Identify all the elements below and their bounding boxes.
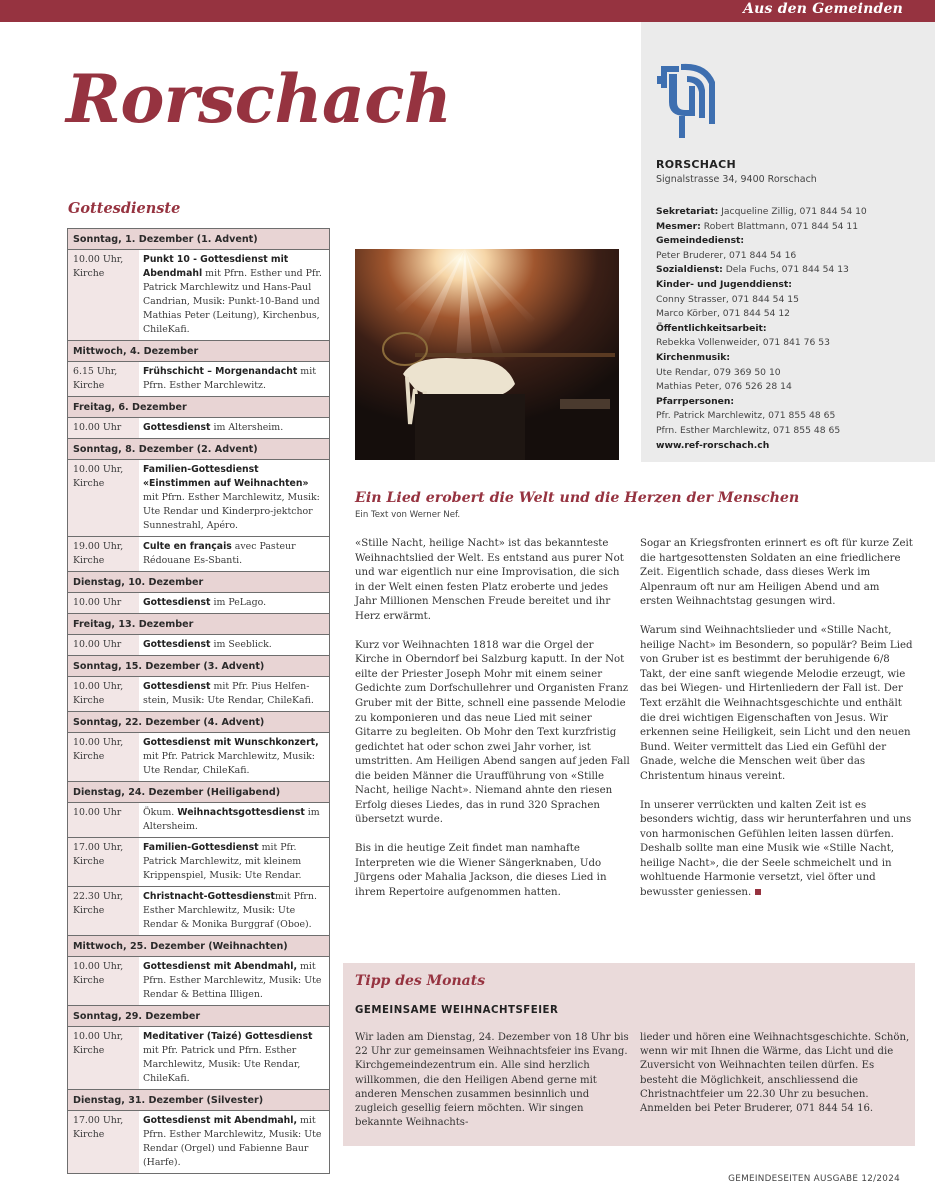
contact-value: Dela Fuchs, 071 844 54 13: [722, 264, 849, 276]
contact-label: Kirchenmusik:: [656, 351, 731, 363]
event-title: Gottesdienst mit Abendmahl,: [143, 961, 298, 972]
page-title: Rorschach: [66, 60, 452, 138]
contact-label: Mesmer:: [656, 220, 701, 232]
article-paragraph: Kurz vor Weihnachten 1818 war die Orgel der Kirche in Oberndorf bei Salzburg kaputt. In der Not eilte der Priester Joseph Mohr mit einem seiner Gedichte zum Dorfschullehrer und Organisten Franz Gruber mit der Bitte, schnell eine passende Melodie zu komponieren und das neue Lied mit seiner Gitarre zu begleiten. Ob Mohr den Text kurzfristig gedichtet hat oder schon zwei Jahr vorher, ist umstritten. Am Heiligen Abend sangen auf jeden Fall die beiden Männer die Uraufführung von «Stille Nacht, heilige Nacht». Niemand ahnte den riesen Erfolg dieses Liedes, das in rund 320 Sprachen übersetzt wurde.: [355, 639, 630, 826]
event-description: [139, 838, 329, 886]
contact-line: [656, 336, 867, 351]
event-description: [139, 1027, 329, 1089]
contact-line: [656, 220, 867, 235]
contact-label: Gemeindedienst:: [656, 235, 745, 247]
event-title: Familien-Gottesdienst: [143, 842, 259, 853]
event-time: 19.00 Uhr, Kirche: [68, 537, 139, 571]
contact-line: [656, 351, 867, 366]
day-header: Sonntag, 22. Dezember (4. Advent): [68, 712, 329, 733]
event-title: Gottesdienst mit Abendmahl,: [143, 1115, 298, 1126]
contact-line: [656, 322, 867, 337]
event-description: [139, 635, 329, 655]
event-title: Culte en français: [143, 541, 232, 552]
day-header: Mittwoch, 4. Dezember: [68, 341, 329, 362]
event-details: mit Pfrn. Esther Marchlewitz, Musik: Ute Rendar & Bettina Illigen.: [143, 961, 322, 1000]
contact-line: [656, 205, 867, 220]
day-header: Sonntag, 8. Dezember (2. Advent): [68, 439, 329, 460]
tipp-text-left: Wir laden am Dienstag, 24. Dezember von 18 Uhr bis 22 Uhr zur gemeinsamen Weihnachtsfeier ins Evang. Kirchgemeindezentrum ein. Alle sind herzlich willkommen, die den Heiligen Abend gerne mit anderen Menschen zusammen besinnlich und zugleich gesellig feiern möchten. Wir singen bekannte Weihnachts-: [355, 1032, 629, 1129]
event-row: [68, 1111, 329, 1173]
tipp-text-right: [640, 1031, 915, 1116]
event-title: Familien-Gottesdienst «Einstimmen auf Weihnachten»: [143, 464, 309, 489]
contact-infobox: [641, 22, 935, 462]
event-description: [139, 803, 329, 837]
day-header: Dienstag, 24. Dezember (Heiligabend): [68, 782, 329, 803]
event-details: mit Pfrn. Esther Marchlewitz, Musik: Ute Rendar (Orgel) und Fabienne Baur (Harfe).: [143, 1115, 322, 1168]
day-header: Sonntag, 29. Dezember: [68, 1006, 329, 1027]
event-time: 10.00 Uhr, Kirche: [68, 733, 139, 781]
event-title: Gottesdienst: [143, 639, 211, 650]
event-row: [68, 957, 329, 1006]
event-time: 10.00 Uhr: [68, 418, 139, 438]
contact-value: Peter Bruderer, 071 844 54 16: [656, 249, 797, 261]
event-time: 10.00 Uhr: [68, 803, 139, 837]
day-header: Sonntag, 15. Dezember (3. Advent): [68, 656, 329, 677]
event-details: mit Pfr. Patrick und Pfrn. Esther Marchlewitz, Musik: Ute Rendar, ChileKafi.: [143, 1045, 301, 1084]
contact-line: [656, 380, 867, 395]
event-row: [68, 803, 329, 838]
contact-label: Öffentlichkeitsarbeit:: [656, 322, 767, 334]
parish-address: Signalstrasse 34, 9400 Rorschach: [656, 174, 817, 185]
church-logo-icon: [655, 58, 721, 140]
event-time: 22.30 Uhr, Kirche: [68, 887, 139, 935]
contact-value: Marco Körber, 071 844 54 12: [656, 308, 791, 320]
event-description: [139, 418, 329, 438]
event-title: Gottesdienst: [143, 681, 211, 692]
event-title: Weihnachtsgottesdienst: [177, 807, 305, 818]
event-time: 17.00 Uhr, Kirche: [68, 1111, 139, 1173]
event-title: Christnacht-Gottesdienst: [143, 891, 276, 902]
event-description: [139, 887, 329, 935]
tipp-subtitle: GEMEINSAME WEIHNACHTSFEIER: [355, 1005, 559, 1016]
article-byline: Ein Text von Werner Nef.: [355, 510, 461, 520]
event-time: 10.00 Uhr: [68, 635, 139, 655]
day-header: Freitag, 13. Dezember: [68, 614, 329, 635]
article-paragraph: In unserer verrückten und kalten Zeit ist es besonders wichtig, dass wir herunterfahren und uns von harmonischen Gefühlen leiten lassen dürfen. Deshalb sollte man eine Musik wie «Stille Nacht, heilige Nacht», die der Seele schmeichelt und in wohltuende Harmonie versetzt, viel öfter und bewusster geniessen.: [640, 799, 912, 899]
event-details: im Seeblick.: [210, 639, 272, 650]
event-details: mit Pfr. Pius Helfen-stein, Musik: Ute Rendar, ChileKafi.: [143, 681, 314, 706]
event-row: [68, 593, 329, 614]
event-description: [139, 537, 329, 571]
website-link[interactable]: www.ref-rorschach.ch: [656, 439, 770, 451]
day-header: Dienstag, 31. Dezember (Silvester): [68, 1090, 329, 1111]
event-description: [139, 957, 329, 1005]
event-details: im Altersheim.: [210, 422, 284, 433]
event-time: 10.00 Uhr: [68, 593, 139, 613]
contact-line: [656, 263, 867, 278]
event-title: Punkt 10 - Gottesdienst mit Abendmahl: [143, 254, 289, 279]
article-title: Ein Lied erobert die Welt und die Herzen der Menschen: [355, 490, 800, 506]
contact-line: [656, 439, 867, 454]
contact-line: [656, 307, 867, 322]
event-title: Frühschicht – Morgenandacht: [143, 366, 298, 377]
day-header: Sonntag, 1. Dezember (1. Advent): [68, 229, 329, 250]
event-time: 10.00 Uhr, Kirche: [68, 1027, 139, 1089]
event-details: avec Pasteur Rédouane Es-Sbanti.: [143, 541, 296, 566]
contact-label: Sekretariat:: [656, 206, 719, 217]
section-label: Aus den Gemeinden: [743, 1, 903, 17]
event-description: [139, 460, 329, 536]
event-row: [68, 1027, 329, 1090]
event-time: 10.00 Uhr, Kirche: [68, 460, 139, 536]
event-title: Meditativer (Taizé) Gottesdienst: [143, 1031, 313, 1042]
event-row: [68, 887, 329, 936]
event-time: 10.00 Uhr, Kirche: [68, 957, 139, 1005]
event-description: [139, 733, 329, 781]
event-title: Gottesdienst: [143, 597, 211, 608]
contact-line: [656, 249, 867, 264]
contact-value: Mathias Peter, 076 526 28 14: [656, 381, 792, 393]
service-schedule-table: [67, 228, 330, 1174]
contact-value: Ute Rendar, 079 369 50 10: [656, 366, 781, 378]
event-title: Gottesdienst mit Wunschkonzert,: [143, 737, 319, 748]
article-column-right: [640, 537, 915, 915]
event-time: 10.00 Uhr, Kirche: [68, 677, 139, 711]
tipp-text-right-body: lieder und hören eine Weihnachtsgeschichte. Schön, wenn wir mit Ihnen die Wärme, das Licht und die Zuversicht von Weihnachten teilen dürfen. Es besteht die Möglichkeit, anschliessend die Christnachtfeier um 22.30 Uhr zu besuchen.: [640, 1032, 910, 1100]
contact-label: Pfarrpersonen:: [656, 395, 735, 407]
event-time: 10.00 Uhr, Kirche: [68, 250, 139, 340]
contact-line: [656, 366, 867, 381]
schedule-title: Gottesdienste: [68, 200, 181, 217]
contact-value: Jacqueline Zillig, 071 844 54 10: [718, 206, 867, 217]
event-details: mit Pfr. Patrick Marchlewitz, Musik: Ute Rendar, ChileKafi.: [143, 751, 315, 776]
contact-line: [656, 424, 867, 439]
contact-label: Kinder- und Jugenddienst:: [656, 278, 792, 290]
contact-value: Rebekka Vollenweider, 071 841 76 53: [656, 337, 830, 349]
event-row: [68, 537, 329, 572]
contact-list: [656, 205, 867, 453]
article-paragraph: Warum sind Weihnachtslieder und «Stille Nacht, heilige Nacht» im Besondern, so populär? Beim Lied von Gruber ist es bestimmt der beruhigende 6/8 Takt, der eine sanft wiegende Melodie erzeugt, wie das bei Wiegen- und Hirtenliedern der Fall ist. Der Text erzählt die Weihnachtsgeschichte und enthält die drei wichtigen Eigenschaften von Jesus. Wir erkennen seine Heiligkeit, sein Licht und den neuen Bund. Weiter vermittelt das Lied ein Gefühl der Gnade, welche die Menschen weit über das Christentum hinaus vereint.: [640, 625, 913, 782]
event-time: 17.00 Uhr, Kirche: [68, 838, 139, 886]
event-row: [68, 460, 329, 537]
article-paragraph: «Stille Nacht, heilige Nacht» ist das bekannteste Weihnachtslied der Welt. Es entstand aus purer Not und war eigentlich nur eine Improvisation, die sich in der Welt einen festen Platz eroberte und jedes Jahr Millionen Menschen Freude bereitet und ihr Herz erwärmt.: [355, 538, 624, 622]
event-description: [139, 593, 329, 613]
event-row: [68, 418, 329, 439]
event-details: mit Pfrn. Esther Marchlewitz.: [143, 366, 316, 391]
contact-value: Pfrn. Esther Marchlewitz, 071 855 48 65: [656, 424, 841, 436]
event-title: Gottesdienst: [143, 422, 211, 433]
section-header-bar: [0, 0, 935, 22]
contact-value: Pfr. Patrick Marchlewitz, 071 855 48 65: [656, 410, 836, 422]
page-footer: GEMEINDESEITEN AUSGABE 12/2024: [728, 1174, 900, 1184]
event-details: mit Pfrn. Esther Marchlewitz, Musik: Ute Rendar und Kinderpro-jektchor Sunnestrahl, Apéro.: [143, 492, 320, 531]
contact-value: Conny Strasser, 071 844 54 15: [656, 293, 799, 305]
contact-value: Robert Blattmann, 071 844 54 11: [700, 220, 859, 232]
contact-label: Sozialdienst:: [656, 264, 723, 276]
event-details: im PeLago.: [210, 597, 267, 608]
event-description: [139, 250, 329, 340]
article-paragraph: Bis in die heutige Zeit findet man namhafte Interpreten wie die Wiener Sängerknaben, Udo Jürgens oder Mahalia Jackson, die dieses Lied in ihrem Repertoire aufgenommen hatten.: [355, 843, 607, 899]
event-row: [68, 250, 329, 341]
event-details: im Altersheim.: [143, 807, 320, 832]
event-row: [68, 838, 329, 887]
contact-line: [656, 278, 867, 293]
article-paragraph: Sogar an Kriegsfronten erinnert es oft für kurze Zeit die hartgesottensten Soldaten an eine friedlichere Zeit. Eigentlich schade, dass dieses Werk im Alpenraum oft nur am Heiligen Abend und am ersten Weihnachtstag gesungen wird.: [640, 538, 913, 608]
tipp-title: Tipp des Monats: [355, 973, 486, 989]
contact-line: [656, 395, 867, 410]
event-description: [139, 362, 329, 396]
event-prefix: Ökum.: [143, 807, 178, 818]
event-time: 6.15 Uhr, Kirche: [68, 362, 139, 396]
tipp-box: [343, 963, 915, 1146]
contact-line: [656, 293, 867, 308]
end-of-article-marker: [755, 889, 761, 895]
event-row: [68, 677, 329, 712]
event-details: mit Pfrn. Esther und Pfr. Patrick Marchlewitz und Hans-Paul Candrian, Musik: Punkt-10-Band und Mathias Peter (Leitung), Kirchenbus, ChileKafi.: [143, 268, 322, 335]
contact-line: [656, 409, 867, 424]
parish-name: RORSCHACH: [656, 158, 736, 171]
day-header: Freitag, 6. Dezember: [68, 397, 329, 418]
event-row: [68, 362, 329, 397]
event-row: [68, 733, 329, 782]
article-column-left: [355, 537, 630, 915]
event-row: [68, 635, 329, 656]
event-description: [139, 1111, 329, 1173]
nativity-image: [355, 249, 619, 460]
tipp-contact: Anmelden bei Peter Bruderer, 071 844 54 16.: [640, 1103, 874, 1115]
event-details: mit Pfrn. Esther Marchlewitz, Musik: Ute Rendar & Monika Burggraf (Oboe).: [143, 891, 317, 930]
day-header: Dienstag, 10. Dezember: [68, 572, 329, 593]
nativity-photo: [355, 249, 619, 460]
day-header: Mittwoch, 25. Dezember (Weihnachten): [68, 936, 329, 957]
contact-line: [656, 234, 867, 249]
event-details: mit Pfr. Patrick Marchlewitz, mit kleinem Krippenspiel, Musik: Ute Rendar.: [143, 842, 302, 881]
event-description: [139, 677, 329, 711]
